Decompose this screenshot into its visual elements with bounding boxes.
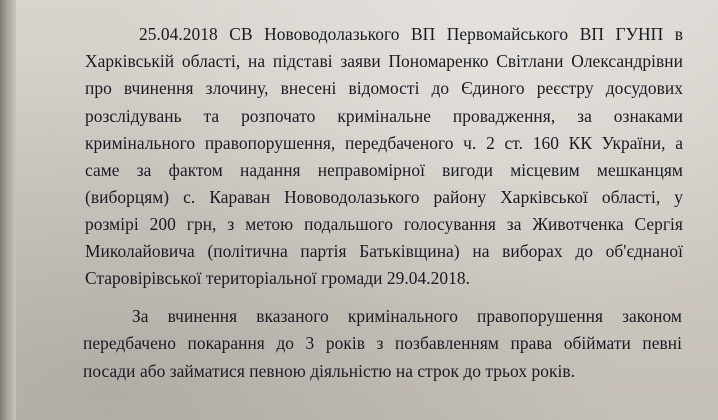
paragraph-1-line-3: про вчинення злочину, внесені відомості до Єдиного реєстру досудових bbox=[85, 78, 683, 98]
paragraph-1-line-2: Харківській області, на підставі заяви Пономаренко Світлани Олександрівни bbox=[85, 51, 683, 71]
paragraph-2-line-2: передбачено покарання до 3 років з позбавленням права обіймати певні bbox=[83, 333, 682, 353]
paragraph-1-line-4: розслідувань та розпочато кримінальне провадження, за ознаками bbox=[85, 106, 683, 126]
paragraph-1-line-5: кримінального правопорушення, передбаченого ч. 2 ст. 160 КК України, а bbox=[85, 133, 683, 153]
paragraph-1-line-6: саме за фактом надання неправомірної вигоди місцевим мешканцям bbox=[85, 160, 683, 180]
paragraph-1-line-10: Старовірівської територіальної громади 29.04.2018. bbox=[85, 268, 471, 288]
paragraph-1-line-9: Миколайовича (політична партія Батьківщина) на виборах до об'єднаної bbox=[85, 241, 683, 261]
paragraph-1-line-8: розмірі 200 грн, з метою подальшого голосування за Животченка Сергія bbox=[85, 214, 683, 234]
document-page bbox=[30, 22, 694, 420]
paper-fold-shadow bbox=[0, 0, 16, 420]
paragraph-1-line-7: (виборцям) с. Караван Нововодолазького району Харківської області, у bbox=[85, 187, 683, 207]
paragraph-1-line-1: 25.04.2018 СВ Нововодолазького ВП Первомайського ВП ГУНП в bbox=[139, 24, 683, 44]
paragraph-2-line-1: За вчинення вказаного кримінального правопорушення законом bbox=[132, 306, 682, 326]
paragraph-2-line-3: посади або займатися певною діяльністю на строк до трьох років. bbox=[83, 361, 575, 381]
